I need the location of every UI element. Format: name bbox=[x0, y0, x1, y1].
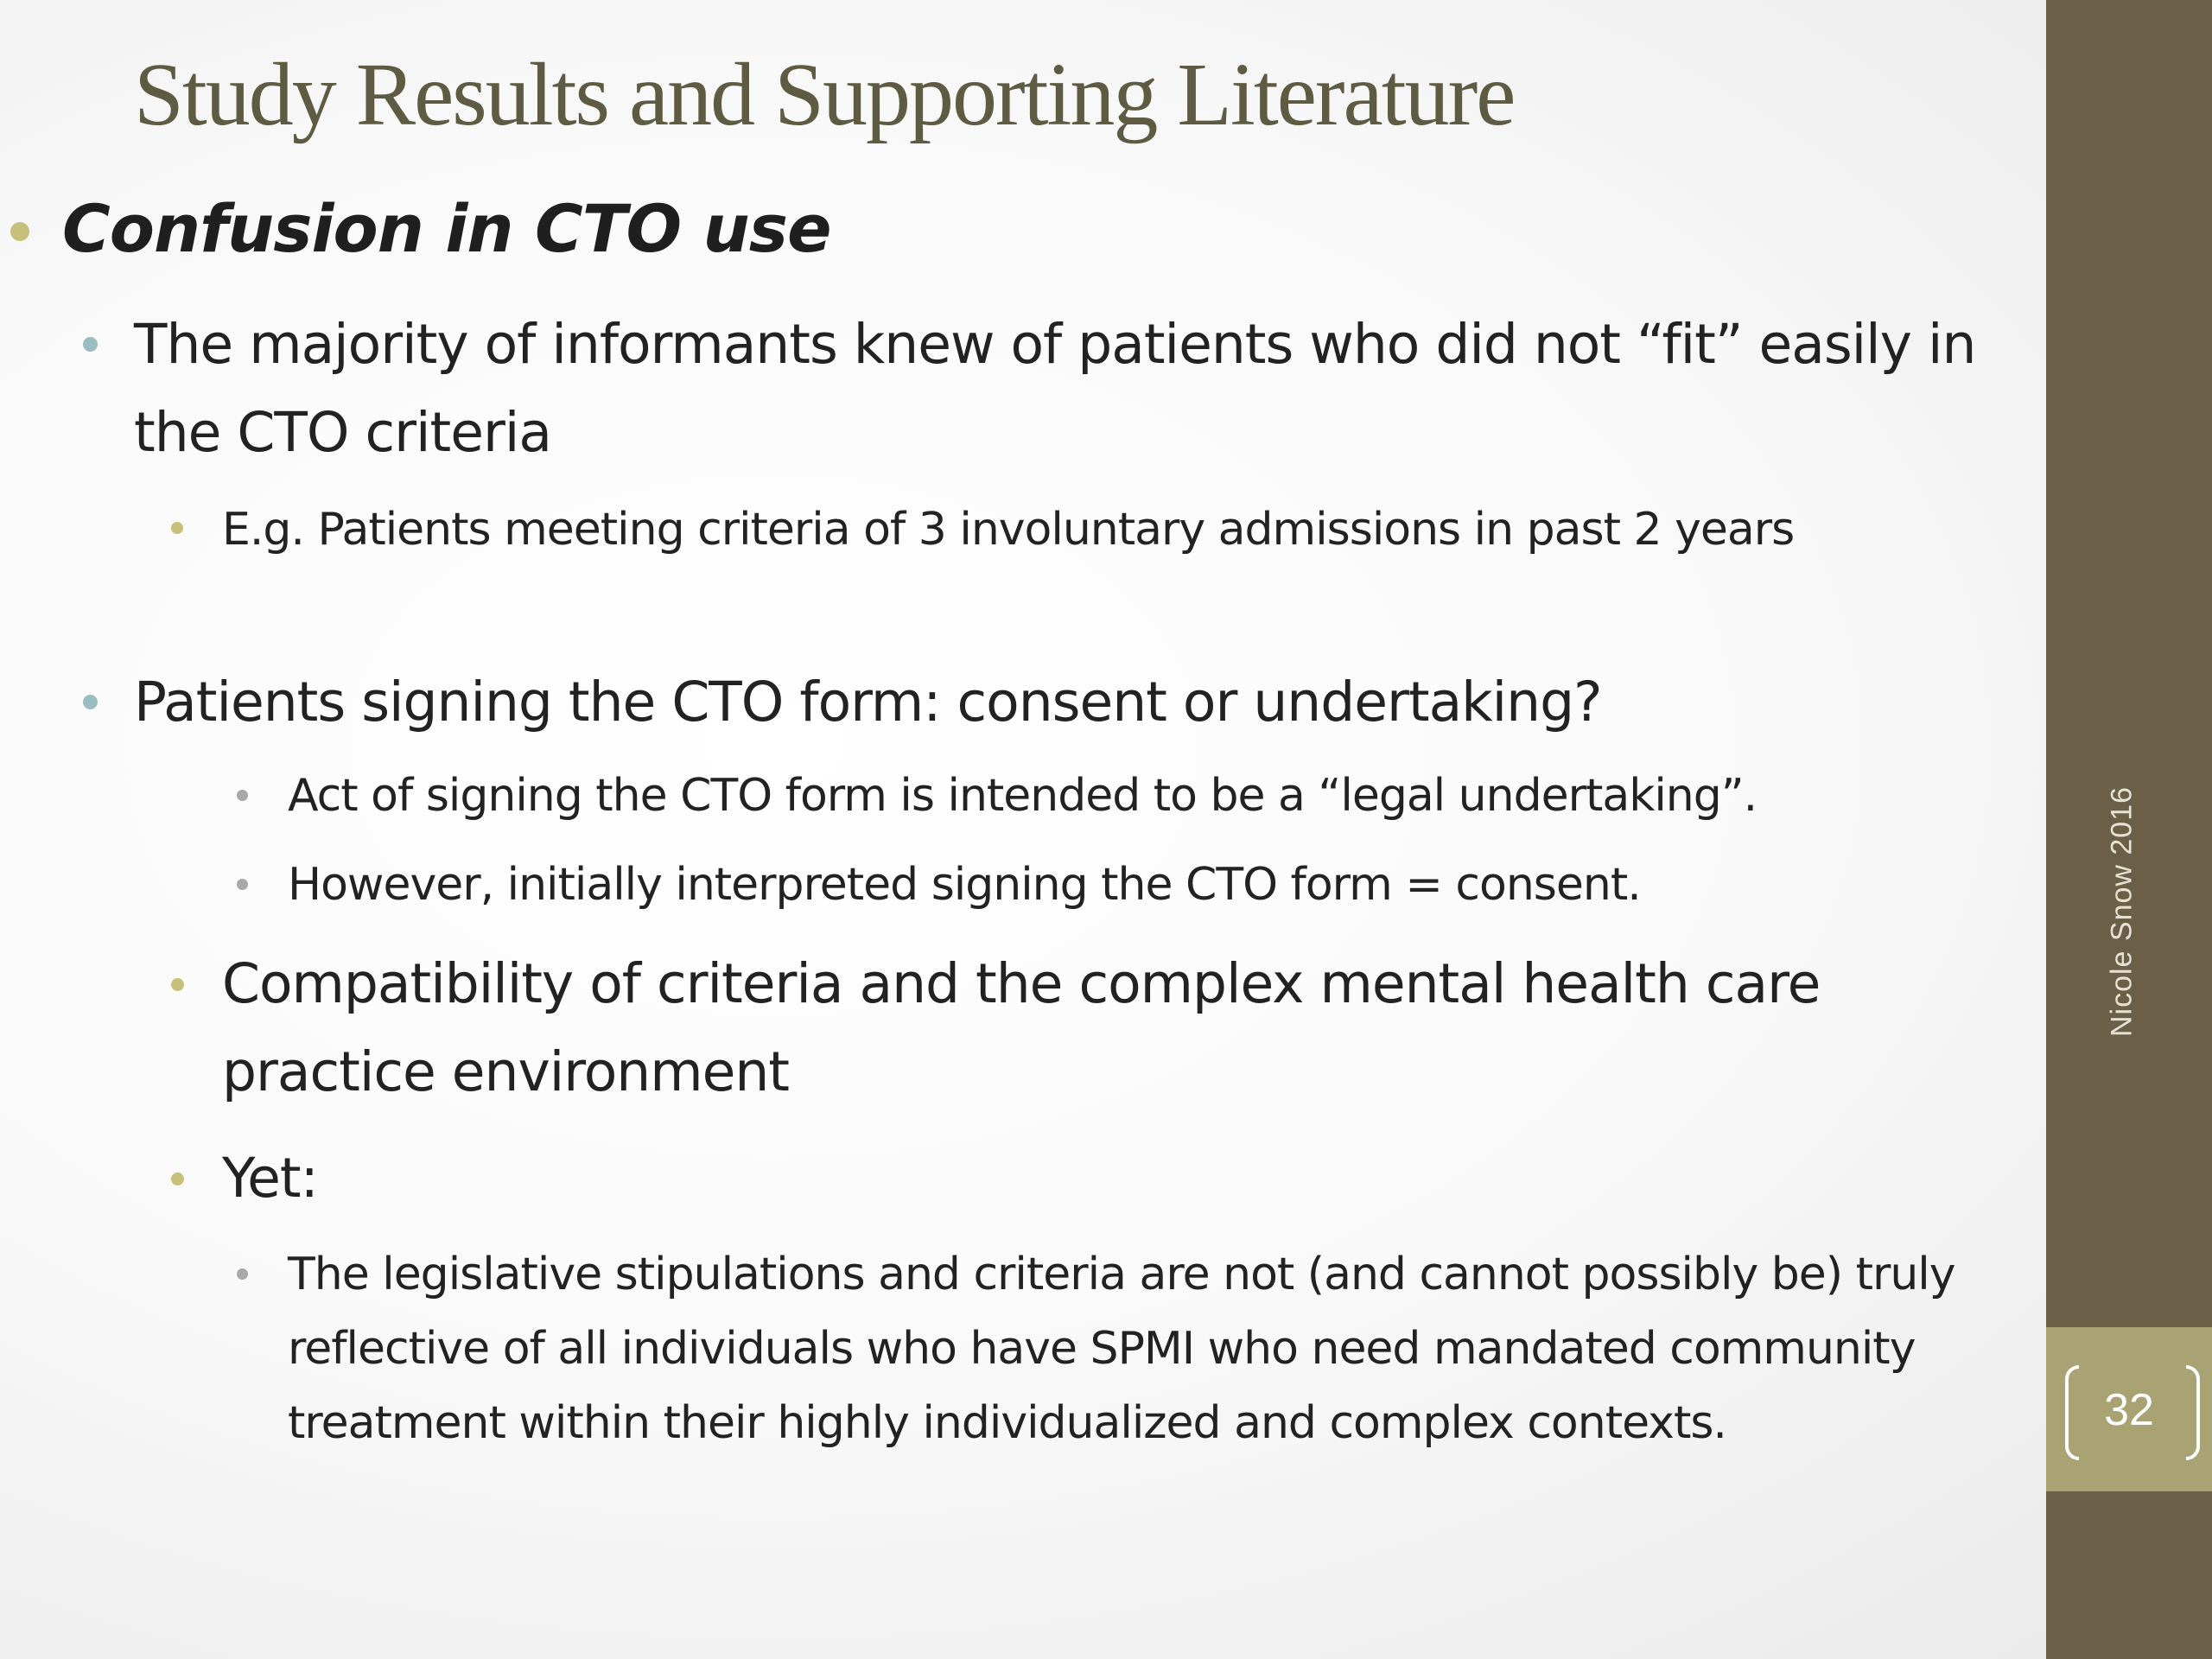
bullet-icon bbox=[10, 222, 29, 241]
bracket-right-icon bbox=[2186, 1365, 2200, 1460]
bullet-icon bbox=[83, 337, 98, 352]
bullet-icon bbox=[237, 879, 248, 890]
point-legal-undertaking: Act of signing the CTO form is intended to be a “legal undertaking”. bbox=[288, 770, 1758, 822]
point-informants: The majority of informants knew of patients who did not “fit” easily in the CTO criteria bbox=[134, 313, 1976, 464]
point-signing-cto: Patients signing the CTO form: consent or undertaking? bbox=[134, 671, 1602, 734]
bullet-icon bbox=[171, 978, 184, 991]
point-compatibility: Compatibility of criteria and the complex mental health care practice environment bbox=[222, 952, 1821, 1103]
footer-author: Nicole Snow 2016 bbox=[2105, 785, 2139, 1038]
bullet-icon bbox=[237, 1268, 248, 1280]
point-yet: Yet: bbox=[222, 1147, 318, 1210]
point-legislative-stipulations: The legislative stipulations and criteria are not (and cannot possibly be) truly reflective of all individuals who have SPMI who need mandated community treatment within their highly individualized and complex contexts. bbox=[288, 1249, 1955, 1449]
point-informants-example: E.g. Patients meeting criteria of 3 involuntary admissions in past 2 years bbox=[222, 504, 1795, 556]
bullet-icon bbox=[83, 695, 98, 709]
page-number: 32 bbox=[2104, 1385, 2154, 1435]
bullet-icon bbox=[171, 1173, 184, 1185]
heading-confusion-cto: Confusion in CTO use bbox=[62, 190, 831, 267]
slide-title: Study Results and Supporting Literature bbox=[134, 45, 1515, 144]
page-number-box bbox=[2046, 1327, 2212, 1491]
bullet-icon bbox=[171, 522, 183, 534]
bullet-icon bbox=[237, 790, 248, 801]
point-consent: However, initially interpreted signing the CTO form = consent. bbox=[288, 859, 1641, 911]
